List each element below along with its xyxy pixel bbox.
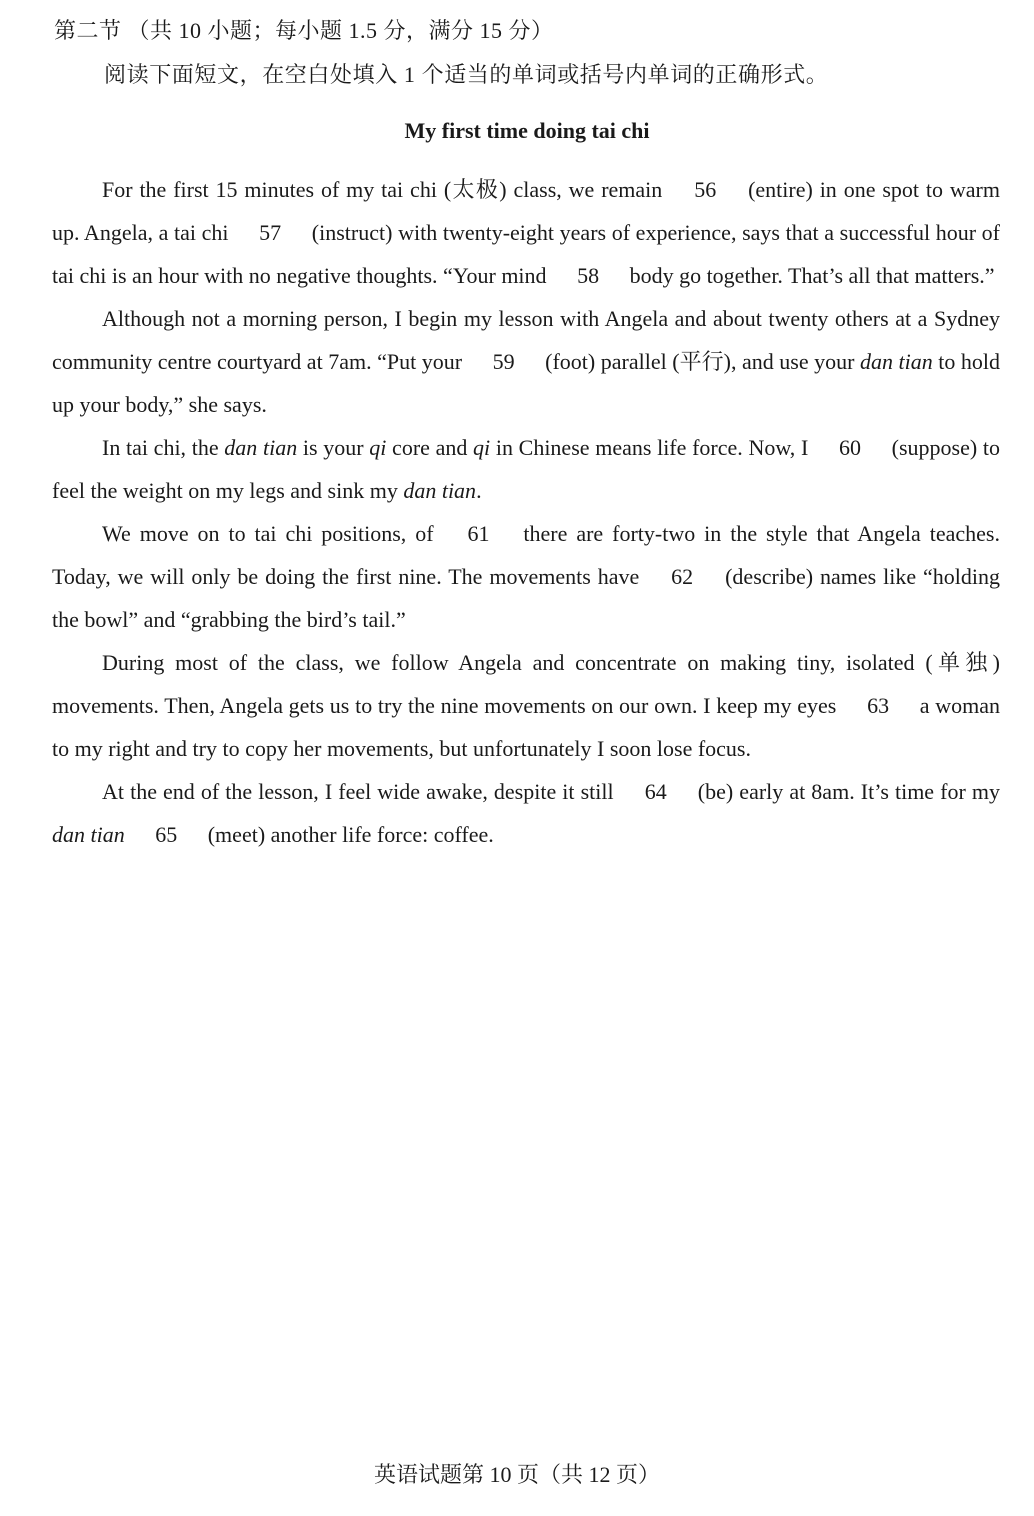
blank-63 xyxy=(842,684,914,727)
blank-number: 58 xyxy=(577,263,600,288)
passage-title: My first time doing tai chi xyxy=(404,118,650,143)
blank-number: 63 xyxy=(867,693,890,718)
blank-62 xyxy=(646,555,718,598)
paragraph-text: (foot) parallel (平行), and use your xyxy=(539,349,860,374)
italic-term: dan tian xyxy=(859,349,933,374)
paragraph-text: (suppose) to feel the weight on my legs and sink my xyxy=(52,435,1000,503)
blank-number: 64 xyxy=(644,779,667,804)
paragraph-text: is your xyxy=(297,435,370,460)
blank-number: 59 xyxy=(492,349,515,374)
blank-number: 62 xyxy=(671,564,694,589)
blank-number: 56 xyxy=(694,177,717,202)
paragraph-5 xyxy=(52,641,1000,770)
blank-56 xyxy=(669,168,741,211)
paragraph-text: (be) early at 8am. It’s time for my xyxy=(691,779,1000,804)
blank-number: 61 xyxy=(467,521,490,546)
passage-body xyxy=(52,168,1000,856)
paragraph-1 xyxy=(52,168,1000,297)
italic-term: qi xyxy=(473,435,491,460)
blank-number: 60 xyxy=(838,435,861,460)
paragraph-text: (describe) names like “holding the bowl” and “grabbing the bird’s tail.” xyxy=(52,564,1000,632)
paragraph-text: to hold up your body,” she says. xyxy=(52,349,1000,417)
blank-number: 57 xyxy=(259,220,282,245)
blank-59 xyxy=(468,340,540,383)
section-header: 第二节 （共 10 小题；每小题 1.5 分，满分 15 分） xyxy=(54,18,554,43)
blank-64 xyxy=(620,770,692,813)
paragraph-3 xyxy=(52,426,1000,512)
blank-57 xyxy=(234,211,306,254)
paragraph-text: In tai chi, the xyxy=(102,435,225,460)
paragraph-2 xyxy=(52,297,1000,426)
blank-60 xyxy=(814,426,886,469)
paragraph-text: We move on to tai chi positions, of xyxy=(102,521,443,546)
blank-61 xyxy=(442,512,514,555)
paragraph-text: At the end of the lesson, I feel wide awake, despite it still xyxy=(102,779,620,804)
paragraph-text: core and xyxy=(386,435,474,460)
italic-term: qi xyxy=(369,435,387,460)
paragraph-text: there are forty-two in the style that Angela teaches. Today, we will only be doing the first nine. The movements have xyxy=(52,521,1000,589)
italic-term: dan tian xyxy=(403,478,477,503)
paragraph-text: (instruct) with twenty-eight years of experience, says that a successful hour of tai chi is an hour with no negative thoughts. “Your mind xyxy=(52,220,1000,288)
blank-65 xyxy=(130,813,202,856)
paragraph-6 xyxy=(52,770,1000,856)
paragraph-4 xyxy=(52,512,1000,641)
paragraph-text: in Chinese means life force. Now, I xyxy=(490,435,814,460)
paragraph-text: body go together. That’s all that matters.” xyxy=(624,263,995,288)
paragraph-text: . xyxy=(476,478,482,503)
paragraph-text: During most of the class, we follow Angela and concentrate on making tiny, isolated (单独) movements. Then, Angela gets us to try the nine movements on our own. I keep my eyes xyxy=(52,650,1000,718)
paragraph-text: a woman to my right and try to copy her movements, but unfortunately I soon lose focus. xyxy=(52,693,1001,761)
paragraph-text: (entire) in one spot to warm up. Angela, a tai chi xyxy=(52,177,1000,245)
section-instructions: 阅读下面短文，在空白处填入 1 个适当的单词或括号内单词的正确形式。 xyxy=(104,62,829,87)
italic-term: dan tian xyxy=(224,435,298,460)
paragraph-text: (meet) another life force: coffee. xyxy=(202,822,494,847)
blank-number: 65 xyxy=(155,822,178,847)
paragraph-text: For the first 15 minutes of my tai chi (太极) class, we remain xyxy=(102,177,670,202)
page-footer: 英语试题第 10 页（共 12 页） xyxy=(373,1462,660,1487)
italic-term: dan tian xyxy=(52,822,125,847)
paragraph-text: Although not a morning person, I begin my lesson with Angela and about twenty others at a Sydney community centre courtyard at 7am. “Put your xyxy=(52,306,1000,374)
blank-58 xyxy=(552,254,624,297)
